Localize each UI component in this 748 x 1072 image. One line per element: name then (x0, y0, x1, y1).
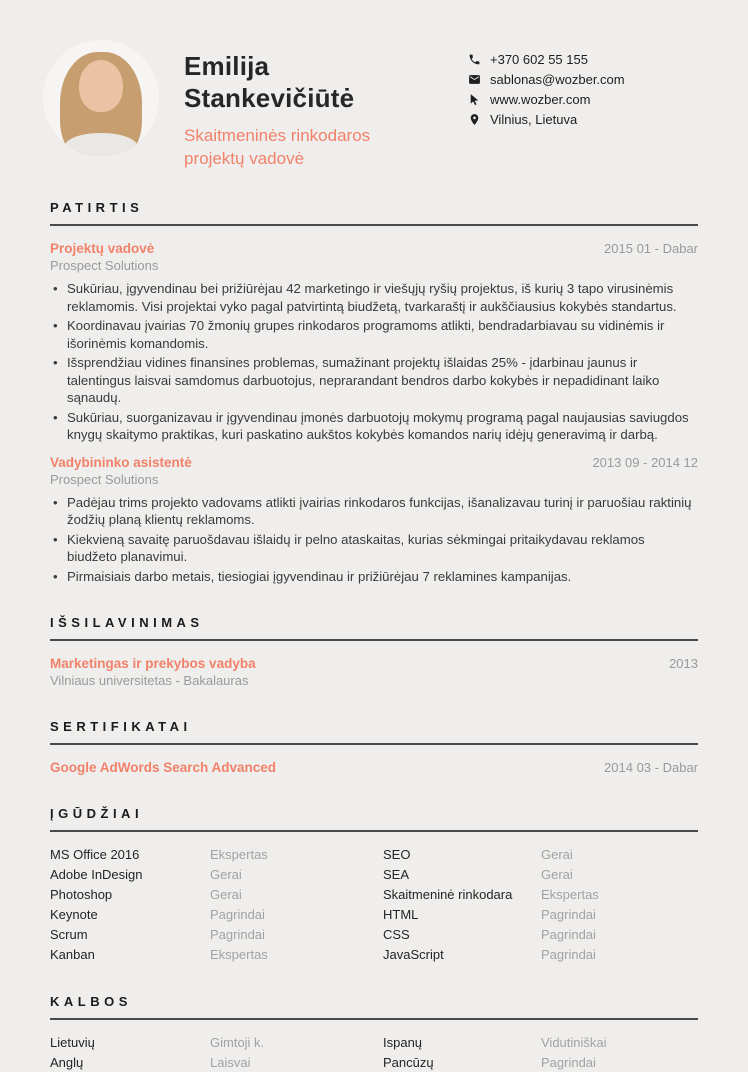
school-name: Vilniaus universitetas - Bakalauras (50, 673, 249, 688)
language-name: Ispanų (383, 1034, 423, 1050)
skill-name: Kanban (50, 946, 95, 962)
language-row (50, 1052, 698, 1072)
skill-level: Pagrindai (210, 906, 265, 922)
envelope-icon (468, 73, 481, 86)
skill-name: HTML (383, 906, 419, 922)
language-level: Laisvai (210, 1054, 251, 1070)
contact-location (468, 109, 698, 129)
skill-name: JavaScript (383, 946, 444, 962)
bullet-item: • Sukūriau, suorganizavau ir įgyvendinau įmonės darbuotojų mokymų programą pagal naujausias saviugdos knygų skaitymo praktikas, kuri paskatino aukštos kokybės komandos narių idėjų generavimą ir darbą. (50, 409, 698, 444)
entry-role: Projektų vadovė (50, 241, 155, 256)
skill-level: Gerai (541, 846, 573, 862)
entry-dates: 2015 01 - Dabar (604, 241, 698, 256)
skills-row (50, 864, 698, 884)
website-url[interactable]: www.wozber.com (490, 91, 591, 107)
language-name: Pancūzų (383, 1054, 434, 1070)
language-level: Gimtoji k. (210, 1034, 265, 1050)
entry-head (50, 655, 698, 672)
skill-level: Gerai (541, 866, 573, 882)
location-text: Vilnius, Lietuva (490, 111, 578, 127)
entry-dates: 2013 09 - 2014 12 (592, 454, 698, 470)
avatar-shirt (64, 133, 138, 156)
section-divider (50, 830, 698, 832)
section-divider (50, 743, 698, 745)
entry-dates: 2014 03 - Dabar (604, 760, 698, 775)
language-name: Anglų (50, 1054, 84, 1070)
language-level: Vidutiniškai (541, 1034, 607, 1050)
language-level: Pagrindai (541, 1054, 596, 1070)
cursor-arrow-icon (468, 93, 481, 106)
skills-row (50, 944, 698, 964)
skill-level: Gerai (210, 886, 242, 902)
skill-name: SEO (383, 846, 411, 862)
entry-role: Vadybininko asistentė (50, 454, 192, 470)
education-entry (50, 655, 698, 689)
person-name-line2: Stankevičiūtė (184, 83, 355, 113)
skills-row (50, 924, 698, 944)
contact-phone (468, 49, 698, 69)
bullet-item: • Kiekvieną savaitę paruošdavau išlaidų ir pelno ataskaitas, kurias sėkmingai pritaikydavau reklamos biudžeto planavimui. (50, 531, 698, 566)
section-skills (50, 806, 698, 964)
skill-level: Gerai (210, 866, 242, 882)
bullet-item: • Padėjau trims projekto vadovams atlikti įvairias rinkodaros funkcijas, išanalizavau turinį ir paruošiau raktinių žodžių planą klientų reklamoms. (50, 494, 698, 529)
skill-name: Adobe InDesign (50, 866, 143, 882)
job-title (184, 124, 422, 170)
job-title-line1: Skaitmeninės rinkodaros (184, 126, 371, 145)
skill-level: Pagrindai (541, 906, 596, 922)
certificate-entry (50, 759, 698, 776)
entry-head (50, 454, 698, 471)
skill-level: Pagrindai (210, 926, 265, 942)
skill-name: MS Office 2016 (50, 846, 140, 862)
section-languages (50, 994, 698, 1072)
section-education (50, 615, 698, 689)
entry-bullets (50, 280, 698, 444)
skills-row (50, 904, 698, 924)
certificate-name: Google AdWords Search Advanced (50, 760, 277, 775)
skill-name: Skaitmeninė rinkodara (383, 886, 513, 902)
entry-head (50, 759, 698, 776)
entry-company: Prospect Solutions (50, 258, 159, 273)
language-name: Lietuvių (50, 1034, 95, 1050)
section-divider (50, 639, 698, 641)
skills-row (50, 844, 698, 864)
languages-grid (50, 1032, 698, 1072)
profile-photo (43, 40, 159, 156)
skill-name: Keynote (50, 906, 98, 922)
location-pin-icon (468, 113, 481, 126)
entry-head (50, 240, 698, 257)
skill-level: Pagrindai (541, 946, 596, 962)
phone-number: +370 602 55 155 (490, 51, 588, 67)
bullet-item: • Pirmaisiais darbo metais, tiesiogiai įgyvendinau ir prižiūrėjau 7 reklamines kampanijas. (50, 568, 698, 586)
skill-level: Ekspertas (210, 846, 268, 862)
skill-name: Photoshop (50, 886, 113, 902)
entry-dates: 2013 (669, 656, 698, 671)
section-title-certificates: SERTIFIKATAI (50, 719, 192, 734)
header (50, 40, 698, 170)
email-address[interactable]: sablonas@wozber.com (490, 71, 625, 87)
degree-name: Marketingas ir prekybos vadyba (50, 656, 256, 671)
skill-name: Scrum (50, 926, 88, 942)
section-title-education: IŠSILAVINIMAS (50, 615, 204, 630)
section-title-experience: PATIRTIS (50, 200, 144, 215)
bullet-item: • Koordinavau įvairias 70 žmonių grupes rinkodaros programoms atlikti, bendradarbiavau su vidinėmis ir išorinėmis komandomis. (50, 317, 698, 352)
skill-level: Ekspertas (210, 946, 268, 962)
skill-name: SEA (383, 866, 410, 882)
skill-name: CSS (383, 926, 410, 942)
skill-level: Pagrindai (541, 926, 596, 942)
job-title-line2: projektų vadovė (184, 149, 305, 168)
skills-row (50, 884, 698, 904)
skill-level: Ekspertas (541, 886, 599, 902)
section-divider (50, 224, 698, 226)
phone-icon (468, 53, 481, 66)
skills-grid (50, 844, 698, 964)
section-title-languages: KALBOS (50, 994, 132, 1009)
experience-entry (50, 454, 698, 586)
language-row (50, 1032, 698, 1052)
bullet-item: • Išsprendžiau vidines finansines problemas, sumažinant projektų išlaidas 25% - įdarbinau jaunus ir talentingus laisvai samdomus darbuotojus, neprarandant bendros darbo kokybės ir nepadidinant laiko sąnaudų. (50, 354, 698, 407)
section-experience (50, 200, 698, 585)
contact-block (468, 40, 698, 129)
section-certificates (50, 719, 698, 776)
experience-entry (50, 240, 698, 444)
bullet-item: • Sukūriau, įgyvendinau bei prižiūrėjau 42 marketingo ir viešųjų ryšių projektus, iš kurių 3 tapo virusinėmis reklamomis. Visi projektai vyko pagal patvirtintą biudžetą, tvarkaraštį ir aukščiausius kokybės standartus. (50, 280, 698, 315)
contact-email[interactable] (468, 69, 698, 89)
contact-website[interactable] (468, 89, 698, 109)
entry-bullets (50, 494, 698, 586)
identity-block (184, 40, 422, 170)
person-name-line1: Emilija (184, 51, 270, 81)
entry-company: Prospect Solutions (50, 471, 159, 487)
person-name (184, 50, 422, 114)
section-title-skills: ĮGŪDŽIAI (50, 806, 144, 821)
section-divider (50, 1018, 698, 1020)
avatar-face (79, 60, 123, 112)
